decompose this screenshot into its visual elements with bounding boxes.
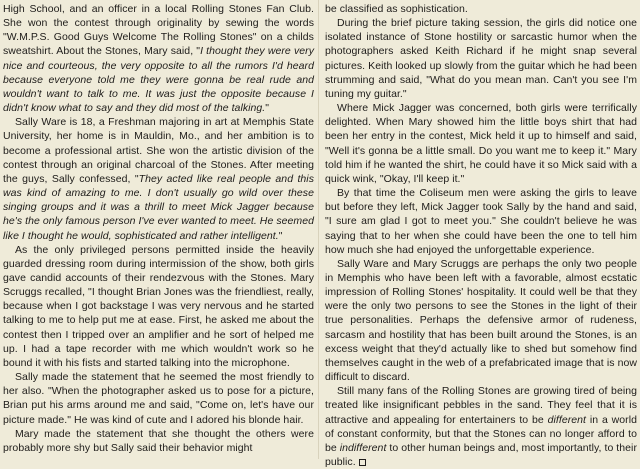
article-paragraph <box>325 186 637 257</box>
article-paragraph <box>3 427 314 455</box>
article-paragraph <box>325 16 637 101</box>
paragraph-text: " <box>265 102 270 115</box>
paragraph-text: By that time the Coliseum men were asking the girls to leave but before they left, Mick Jagger took Sally by the hand and said, "I sure am glad I got to meet you." She couldn't believe he was saying that to her when she could have been the one to tell him how much she had enjoyed the unforgettable experience. <box>325 187 637 256</box>
column-divider <box>318 0 319 459</box>
article-paragraph <box>325 2 637 16</box>
paragraph-text: in a world of constant conformity, but that the Stones can no longer afford to be <box>325 413 637 454</box>
article-paragraph <box>325 257 637 384</box>
quote-text-italic: They acted like real people and this was kind of amazing to me. I don't usually go wild over these singing groups and it was a thrill to meet Mick Jagger because he's the only famous person I've ever wanted to meet. He seemed like I thought he would, sophisticated and rather intelligent. <box>3 172 314 242</box>
paragraph-text: During the brief picture taking session, the girls did notice one isolated instance of Stone hostility or sarcastic humor when the photographers asked Keith Richard if he might snap several pictures. Keith looked up slowly from the guitar which he had been strumming and said, "What do you mean man. Can't you see I'm tuning my guitar." <box>325 17 637 100</box>
article-paragraph <box>325 101 637 186</box>
paragraph-text: Sally made the statement that he seemed the most friendly to her also. "When the photographer asked us to pose for a picture, Brian put his arms around me and said, "Come on, let's have our picture made." He was kind of cute and I adored his blonde hair. <box>3 371 314 426</box>
quote-text-italic: I thought they were very nice and courteous, the very opposite to all the rumors I'd heard because everyone told me they were gonna be real rude and wouldn't want to talk to me. It was just the opposite because I didn't know what to say and they did most of the talking. <box>3 45 314 115</box>
article-paragraph <box>325 384 637 469</box>
paragraph-text: " <box>278 229 283 242</box>
paragraph-text: Where Mick Jagger was concerned, both girls were terrifically delighted. When Mary showed him the little boys shirt that had been her entry in the contest, Mick held it up to himself and said, "Well it's gonna be a little small. Do you want me to keep it." Mary told him if he wanted the shirt, he could have it so Mick said with a quick wink, "Okay, I'll keep it." <box>325 102 637 185</box>
quote-text-italic: different <box>547 413 587 426</box>
end-of-article-mark <box>359 459 366 466</box>
paragraph-text: Mary made the statement that she thought the others were probably more shy but Sally said their behavior might <box>3 427 314 454</box>
article-paragraph <box>3 115 314 242</box>
article-paragraph <box>3 2 314 115</box>
paragraph-text: High School, and an officer in a local Rolling Stones Fan Club. She won the contest through originality by sewing the words "W.M.P.S. Good Guys Welcome The Rolling Stones" on a childs sweatshirt. About the Stones, Mary said, " <box>3 3 314 58</box>
quote-text-italic: indifferent <box>339 441 387 454</box>
article-paragraph <box>3 243 314 370</box>
article-paragraph <box>3 370 314 427</box>
paragraph-text: Sally Ware and Mary Scruggs are perhaps the only two people in Memphis who have been left with a favorable, almost ecstatic impression of Rolling Stones' hospitality. It could well be that they were the only two persons to see the Stones in the light of their true personalities. Perhaps the defensive armor of rudeness, sarcasm and hostility that has been built around the Stones, is an excess weight that they'd actually like to shed but somehow find themselves caught in the web of a prefabricated image that is now difficult to discard. <box>325 257 637 384</box>
right-column <box>325 2 637 468</box>
paragraph-text: Still many fans of the Rolling Stones are growing tired of being treated like insignificant pebbles in the sand. They feel that it is attractive and appealing for entertainers to be <box>325 385 637 426</box>
paragraph-text: be classified as sophistication. <box>325 3 468 15</box>
paragraph-text: Sally Ware is 18, a Freshman majoring in art at Memphis State University, her home is in Mauldin, Mo., and her ambition is to become a professional artist. She won the artistic division of the contest through an original charcoal of the Stones. After meeting the guys, Sally confessed, " <box>3 116 314 185</box>
paragraph-text: to other human beings and, most importantly, to their public. <box>325 441 637 468</box>
left-column <box>3 2 314 457</box>
paragraph-text: As the only privileged persons permitted inside the heavily guarded dressing room during intermission of the show, both girls gave candid accounts of their rendezvous with the Stones. Mary Scruggs recalled, "I thought Brian Jones was the friendliest, really, because when I got backstage I was very nervous and he started talking to me to help put me at ease. First, he asked me about the contest then I tripped over an amplifier and he sort of helped me up. I had a tape recorder with me which wouldn't work so he bound it with his fists and started talking into the microphone. <box>3 243 314 369</box>
